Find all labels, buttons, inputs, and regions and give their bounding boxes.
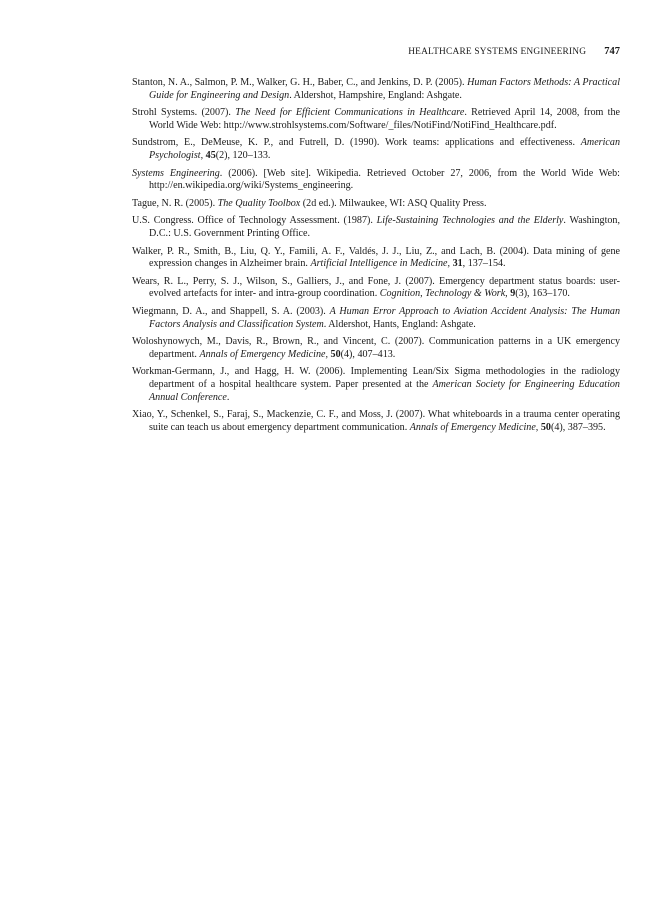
reference-text: Workman-Germann, J., and Hagg, H. W. (2006). Implementing Lean/Six Sigma methodologies in the radiology department of a hospital healthcare system. Paper presented at the	[132, 366, 620, 391]
reference-text: Stanton, N. A., Salmon, P. M., Walker, G. H., Baber, C., and Jenkins, D. P. (2005).	[132, 77, 468, 88]
reference-italic-text: Cognition, Technology & Work,	[379, 288, 508, 300]
reference-italic-text: The Need for Efficient Communications in Healthcare	[235, 107, 465, 119]
reference-text: . Aldershot, Hants, England: Ashgate.	[323, 318, 476, 330]
reference-entry	[132, 246, 620, 271]
running-head-title: HEALTHCARE SYSTEMS ENGINEERING	[408, 47, 587, 57]
reference-italic-text: Annals of Emergency Medicine,	[199, 348, 329, 360]
reference-volume: 50	[540, 421, 551, 433]
reference-text: Woloshynowych, M., Davis, R., Brown, R., and Vincent, C. (2007). Communication patterns in a UK emergency department.	[132, 336, 620, 360]
reference-text: Tague, N. R. (2005).	[132, 197, 218, 209]
reference-italic-text: The Quality Toolbox	[217, 197, 301, 209]
reference-list	[132, 77, 620, 439]
reference-italic-text: A Human Error Approach to Aviation Accident Analysis: The Human Factors Analysis and Classification System	[149, 305, 620, 330]
reference-italic-text: Systems Engineering	[132, 167, 220, 179]
reference-volume: 9	[510, 288, 516, 300]
reference-text: (4), 407–413.	[340, 348, 396, 360]
reference-entry	[132, 409, 620, 434]
reference-text: . (2006). [Web site]. Wikipedia. Retrieved October 27, 2006, from the World Wide Web: http://en.wikipedia.org/wiki/Systems_engineering.	[149, 167, 620, 192]
reference-text: .	[226, 391, 230, 403]
reference-entry	[132, 198, 620, 211]
reference-italic-text: Human Factors Methods: A Practical Guide for Engineering and Design	[149, 77, 620, 101]
reference-entry	[132, 215, 620, 240]
reference-entry	[132, 276, 620, 301]
reference-text: Sundstrom, E., DeMeuse, K. P., and Futrell, D. (1990). Work teams: applications and effectiveness.	[132, 137, 581, 149]
reference-text: . Retrieved April 14, 2008, from the World Wide Web: http://www.strohlsystems.com/Software/_files/NotiFind/NotiFind_Healthcare.pdf.	[149, 107, 621, 131]
reference-italic-text: American Society for Engineering Education Annual Conference	[149, 379, 620, 403]
reference-text: , 137–154.	[462, 258, 506, 270]
reference-entry	[132, 336, 620, 361]
reference-text: (3), 163–170.	[515, 288, 570, 300]
reference-italic-text: Artificial Intelligence in Medicine,	[310, 258, 451, 270]
running-header	[132, 46, 620, 57]
reference-text: U.S. Congress. Office of Technology Assessment. (1987).	[132, 215, 377, 227]
reference-italic-text: Annals of Emergency Medicine,	[409, 421, 539, 433]
reference-entry	[132, 137, 620, 162]
page-number: 747	[604, 46, 620, 57]
reference-text: (2d ed.). Milwaukee, WI: ASQ Quality Press.	[300, 197, 487, 209]
reference-text: . Washington, D.C.: U.S. Government Printing Office.	[149, 215, 620, 240]
reference-text: Wears, R. L., Perry, S. J., Wilson, S., Galliers, J., and Fone, J. (2007). Emergency department status boards: user-evolved artefacts for inter- and intra-group coordination.	[132, 275, 620, 300]
reference-text: Wiegmann, D. A., and Shappell, S. A. (2003).	[132, 305, 330, 317]
reference-text: Strohl Systems. (2007).	[132, 107, 236, 119]
reference-italic-text: Life-Sustaining Technologies and the Elderly	[376, 215, 564, 227]
reference-entry	[132, 366, 620, 404]
reference-entry	[132, 77, 620, 102]
reference-text: . Aldershot, Hampshire, England: Ashgate.	[289, 89, 462, 101]
reference-volume: 45	[205, 150, 216, 162]
reference-text: (2), 120–133.	[215, 150, 271, 162]
reference-text: Walker, P. R., Smith, B., Liu, Q. Y., Famili, A. F., Valdés, J. J., Liu, Z., and Lach, B. (2004). Data mining of gene expression changes in Alzheimer brain.	[132, 245, 620, 270]
reference-entry	[132, 306, 620, 331]
reference-entry	[132, 107, 620, 132]
reference-volume: 50	[330, 348, 341, 360]
reference-volume: 31	[452, 258, 463, 270]
reference-entry	[132, 168, 620, 193]
reference-italic-text: American Psychologist,	[149, 137, 620, 162]
reference-text: (4), 387–395.	[550, 421, 606, 433]
reference-text: Xiao, Y., Schenkel, S., Faraj, S., Mackenzie, C. F., and Moss, J. (2007). What whiteboards in a trauma center operating suite can teach us about emergency department communication.	[132, 409, 620, 433]
